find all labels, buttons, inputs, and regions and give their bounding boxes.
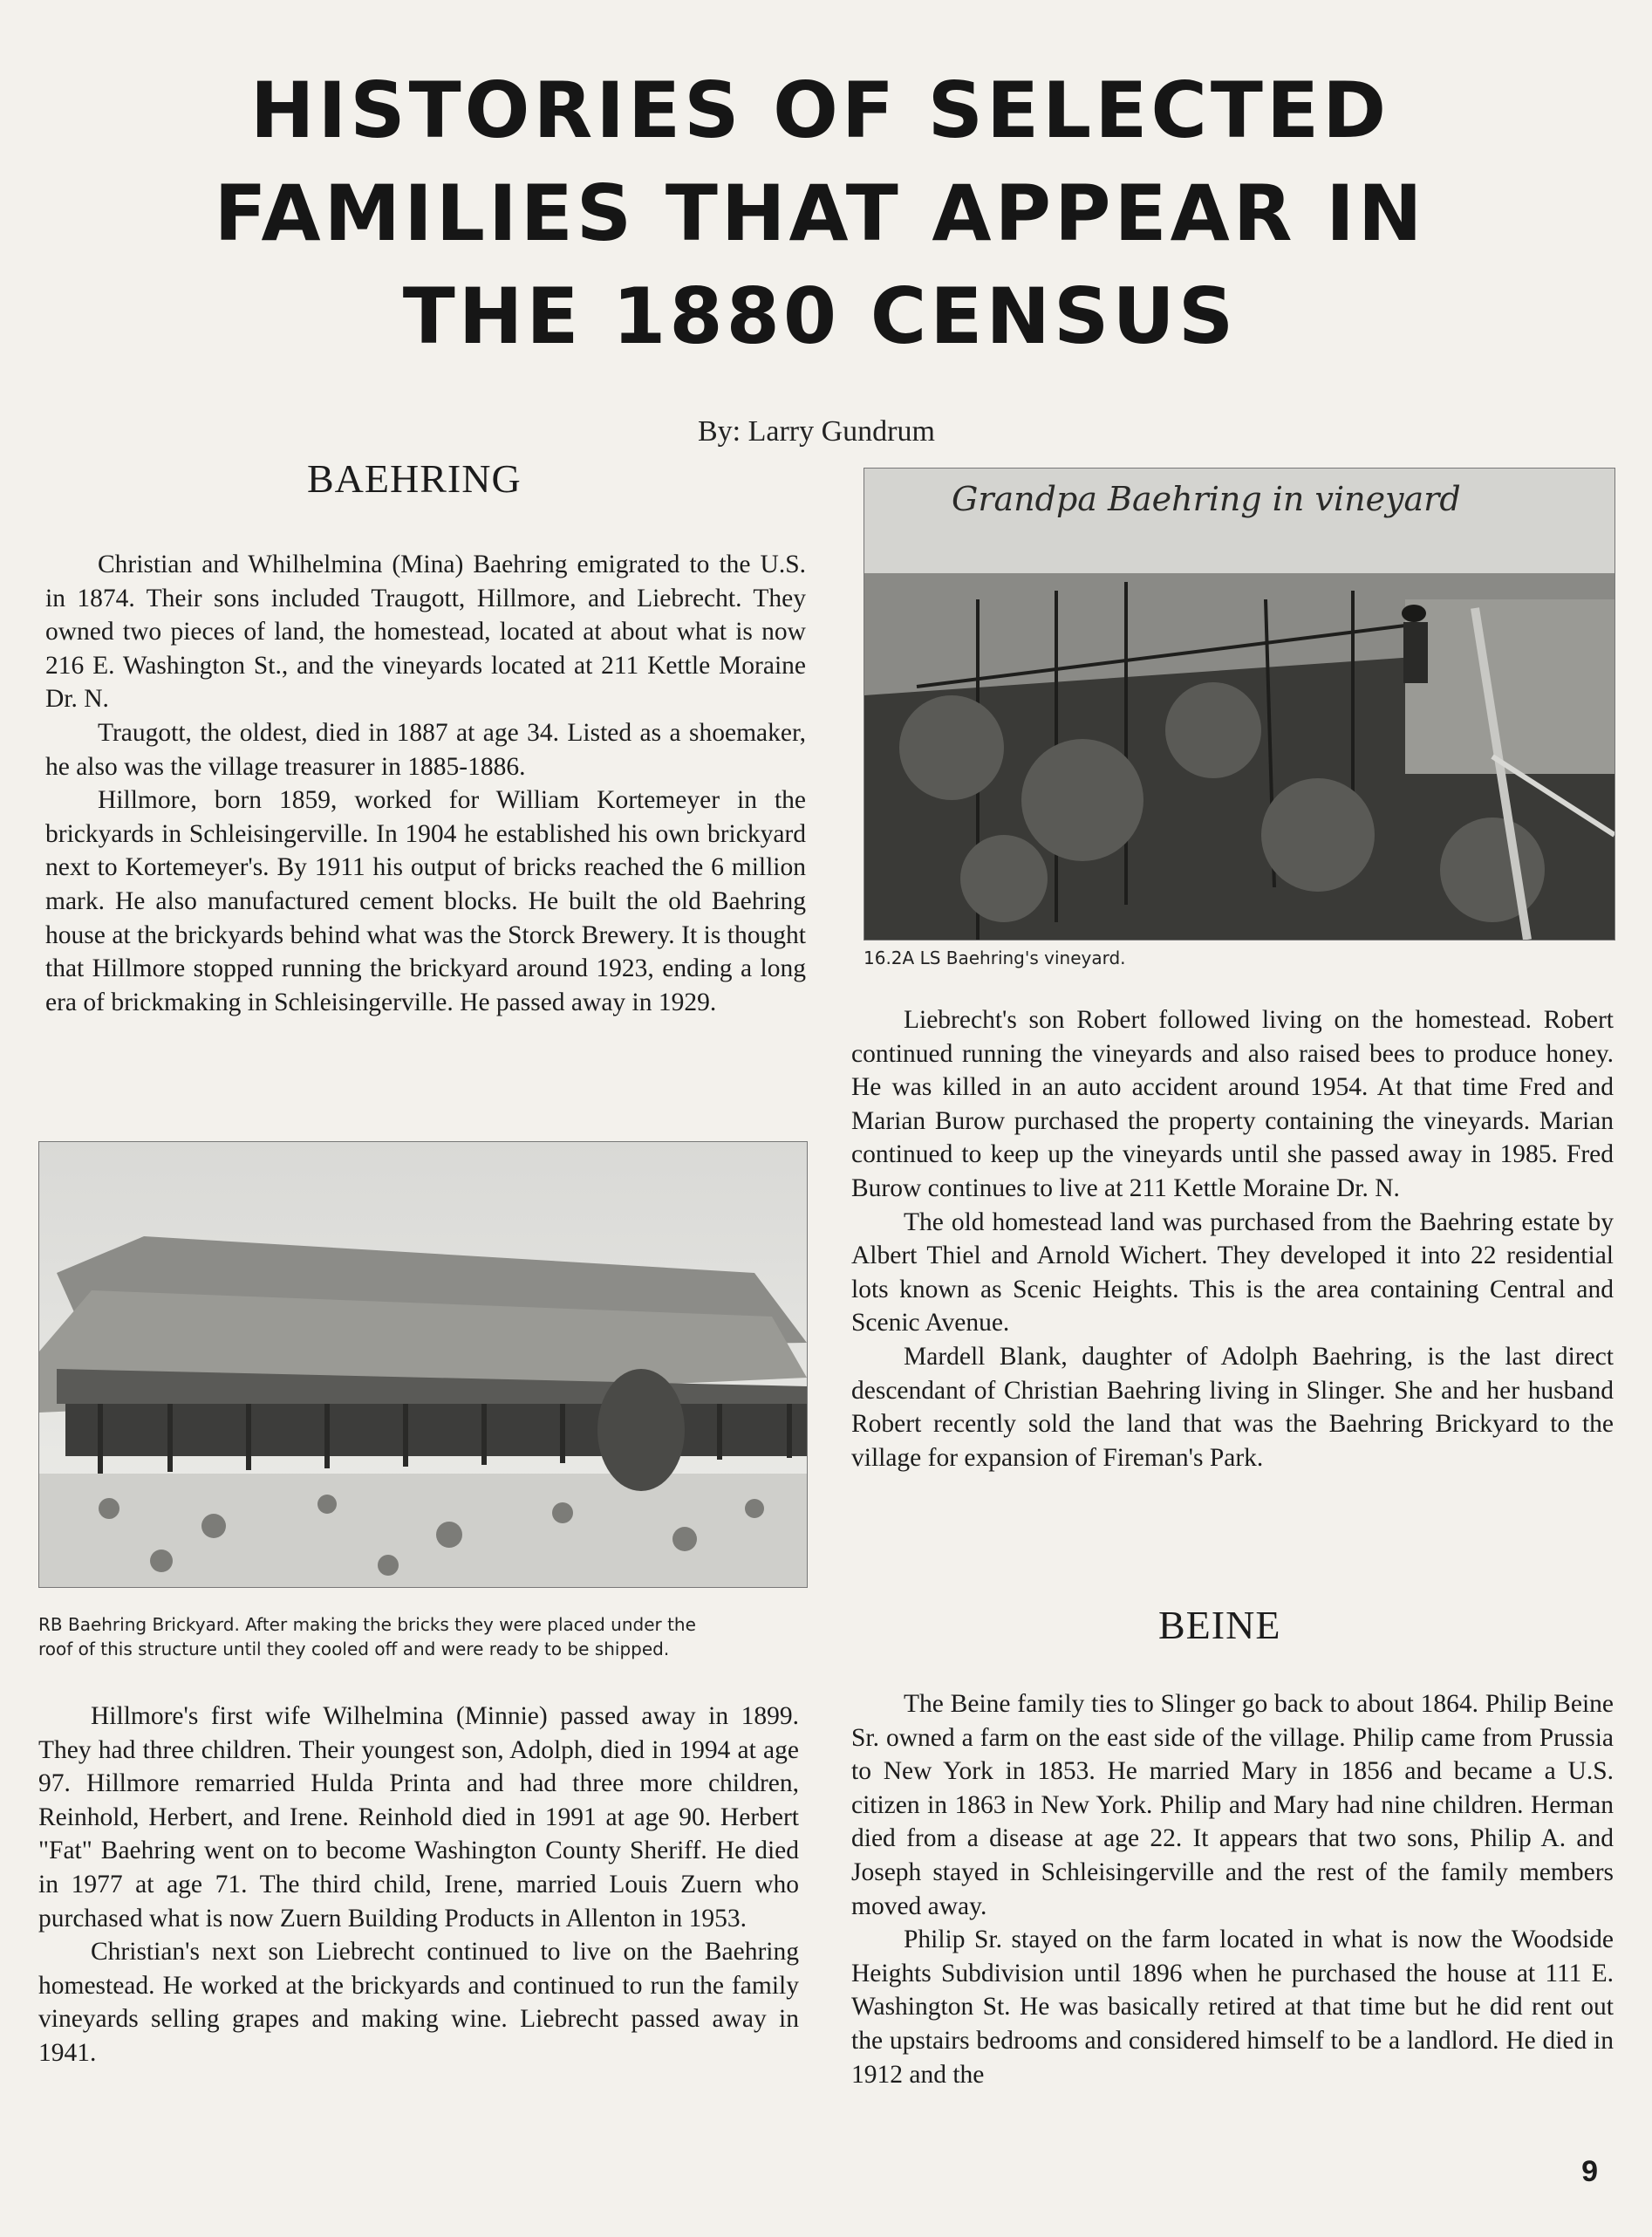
- vineyard-caption: 16.2A LS Baehring's vineyard.: [864, 947, 1126, 968]
- paragraph: The old homestead land was purchased from the Baehring estate by Albert Thiel and Arnold Wichert. They developed it into 22 residential lots known as Scenic Heights. This is the area containing Central and Scenic Avenue.: [851, 1207, 1614, 1337]
- paragraph: Hillmore's first wife Wilhelmina (Minnie) passed away in 1899. They had three children. Their youngest son, Adolph, died in 1994 at age 97. Hillmore remarried Hulda Printa and had three more children, Reinhold, Herbert, and Irene. Reinhold died in 1991 at age 90. Herbert "Fat" Baehring went on to become Washington County Sheriff. He died in 1977 at age 71. The third child, Irene, married Louis Zuern who purchased what is now Zuern Building Products in Allenton in 1953.: [38, 1702, 799, 1933]
- title-line-2: FAMILIES THAT APPEAR IN: [214, 168, 1426, 258]
- left-column-text-2: [38, 1700, 799, 2070]
- section-heading-baehring: BAEHRING: [307, 456, 522, 501]
- brickyard-caption: [38, 1612, 806, 1661]
- vineyard-image: [864, 469, 1614, 940]
- paragraph: Liebrecht's son Robert followed living on the homestead. Robert continued running the vineyards and also raised bees to produce honey. He was killed in an auto accident around 1954. At that time Fred and Marian Burow purchased the property containing the vineyards. Marian continued to keep up the vineyards until she passed away in 1985. Fred Burow continues to live at 211 Kettle Moraine Dr. N.: [851, 1006, 1614, 1202]
- title-line-3: THE 1880 CENSUS: [402, 271, 1238, 361]
- page-number: 9: [1581, 2155, 1598, 2188]
- brickyard-photo: [38, 1141, 808, 1588]
- paragraph: Traugott, the oldest, died in 1887 at age 34. Listed as a shoemaker, he also was the village treasurer in 1885-1886.: [45, 718, 806, 781]
- left-column-text-1: [45, 548, 806, 1019]
- vineyard-handwriting: Grandpa Baehring in vineyard: [952, 480, 1461, 518]
- paragraph: Mardell Blank, daughter of Adolph Baehring, is the last direct descendant of Christian Baehring living in Slinger. She and her husband Robert recently sold the land that was the Baehring Brickyard to the village for expansion of Fireman's Park.: [851, 1342, 1614, 1472]
- page-title: [87, 59, 1553, 368]
- vineyard-photo: [864, 468, 1615, 941]
- paragraph: The Beine family ties to Slinger go back to about 1864. Philip Beine Sr. owned a farm on the east side of the village. Philip came from Prussia to New York in 1853. He married Mary in 1856 and became a U.S. citizen in 1863 in New York. Philip and Mary had nine children. Herman died from a disease at age 22. It appears that two sons, Philip A. and Joseph stayed in Schleisingerville and the rest of the family members moved away.: [851, 1690, 1614, 1920]
- paragraph: Christian and Whilhelmina (Mina) Baehring emigrated to the U.S. in 1874. Their sons included Traugott, Hillmore, and Liebrecht. They owned two pieces of land, the homestead, located at about what is now 216 E. Washington St., and the vineyards located at 211 Kettle Moraine Dr. N.: [45, 551, 806, 714]
- caption-line-1: RB Baehring Brickyard. After making the bricks they were placed under the: [38, 1614, 696, 1635]
- paragraph: Hillmore, born 1859, worked for William Kortemeyer in the brickyards in Schleisingerville. In 1904 he established his own brickyard next to Kortemeyer's. By 1911 his output of bricks reached the 6 million mark. He also manufactured cement blocks. He built the old Baehring house at the brickyards behind what was the Storck Brewery. It is thought that Hillmore stopped running the brickyard around 1923, ending a long era of brickmaking in Schleisingerville. He passed away in 1929.: [45, 786, 806, 1016]
- byline: By: Larry Gundrum: [698, 415, 935, 448]
- right-column-text-1: [851, 1003, 1614, 1474]
- section-heading-beine: BEINE: [1158, 1603, 1281, 1647]
- right-column-text-2: [851, 1687, 1614, 2091]
- paragraph: Philip Sr. stayed on the farm located in what is now the Woodside Heights Subdivision until 1896 when he purchased the house at 111 E. Washington St. He was basically retired at that time but he did rent out the upstairs bedrooms and considered himself to be a landlord. He died in 1912 and the: [851, 1926, 1614, 2089]
- caption-line-2: roof of this structure until they cooled off and were ready to be shipped.: [38, 1638, 670, 1659]
- paragraph: Christian's next son Liebrecht continued to live on the Baehring homestead. He worked at the brickyards and continued to run the family vineyards selling grapes and making wine. Liebrecht passed away in 1941.: [38, 1938, 799, 2067]
- title-line-1: HISTORIES OF SELECTED: [249, 65, 1390, 155]
- brickyard-image: [39, 1142, 807, 1587]
